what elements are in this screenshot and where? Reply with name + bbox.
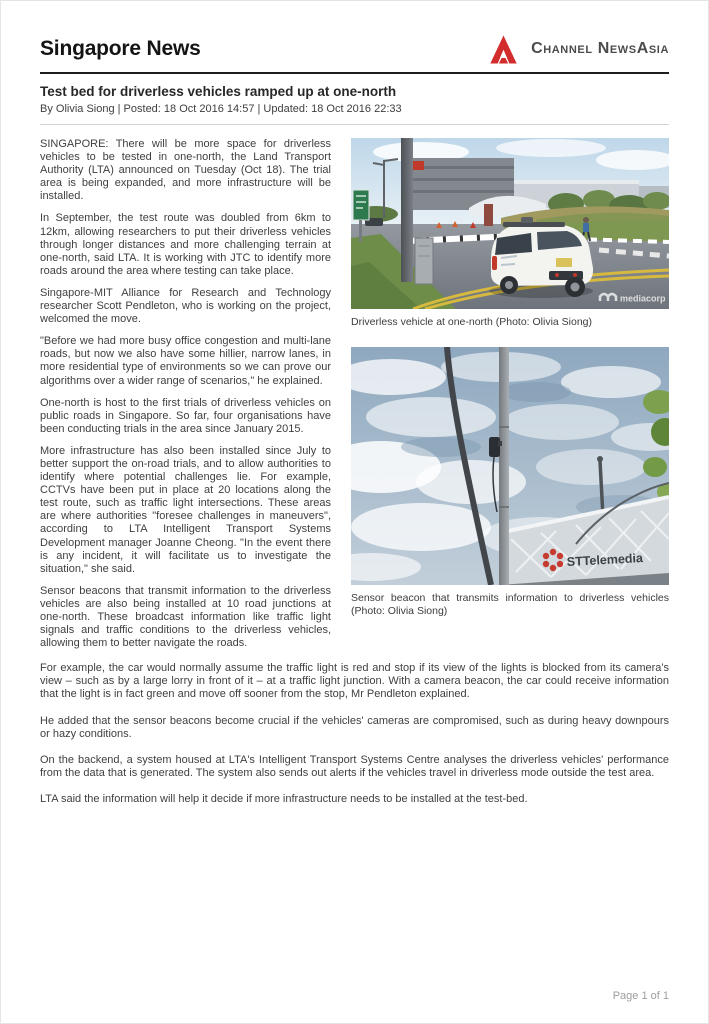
figure-driverless-vehicle xyxy=(351,138,669,330)
paragraph: He added that the sensor beacons become crucial if the vehicles' cameras are compromised, such as during heavy downpours or hazy conditions. xyxy=(40,714,669,740)
paragraph: LTA said the information will help it decide if more infrastructure needs to be installed at the test-bed. xyxy=(40,792,528,805)
masthead xyxy=(40,30,669,68)
section-title: Singapore News xyxy=(40,37,201,60)
photo-caption: Sensor beacon that transmits information to driverless vehicles (Photo: Olivia Siong) xyxy=(351,591,669,617)
cna-triangle-icon xyxy=(488,34,519,65)
paragraph: For example, the car would normally assume the traffic light is red and stop if its view of the lights is blocked from its camera's view – such as by a large lorry in front of it – at a traffic light junction. With a camera beacon, the car could receive information that the light is in fact green and move off sooner from the stop, Mr Pendleton explained. xyxy=(40,662,669,701)
article-text-column xyxy=(40,138,331,659)
cna-logo-text: Channel NewsAsia xyxy=(531,40,669,57)
svg-text:STTelemedia: STTelemedia xyxy=(566,550,644,569)
page-number: Page 1 of 1 xyxy=(612,990,669,1002)
article-title: Test bed for driverless vehicles ramped up at one-north xyxy=(40,84,397,99)
paragraph: More infrastructure has also been installed since July to better support the on-road trials, and to allow authorities to identify where potential challenges lie. For example, CCTVs have been put in place at 20 locations along the test route, such as traffic light intersections. These areas are where authorities "foresee challenges in maneuvers", according to LTA Intelligent Transport Systems Development manager Joanne Cheong. "In the event there is any incident, it will facilitate us to investigate the situation," she said. xyxy=(40,444,331,575)
paragraph: Singapore-MIT Alliance for Research and Technology researcher Scott Pendleton, who is working on the project, welcomed the move. xyxy=(40,286,331,326)
article-media-column xyxy=(351,138,669,659)
paragraph: One-north is host to the first trials of driverless vehicles on public roads in Singapore. So far, four organisations have been conducting trials in the area since January 2015. xyxy=(40,396,331,435)
header-divider xyxy=(40,72,669,74)
photo-driverless-vehicle xyxy=(351,138,669,309)
article-full-width-text xyxy=(40,662,669,806)
article-body xyxy=(40,138,669,659)
paragraph: Sensor beacons that transmit information to the driverless vehicles are also being installed at 10 road junctions at one-north. These broadcast information like traffic light signals and traffic conditions to the driverless vehicles, allowing them to better navigate the roads. xyxy=(40,584,331,650)
paragraph: In September, the test route was doubled from 6km to 12km, allowing researchers to put their driverless vehicles through longer distances and more challenging terrain at one-north, said LTA. It is working with JTC to identify more roads around the area where testing can take place. xyxy=(40,212,331,277)
paragraph: On the backend, a system housed at LTA's Intelligent Transport Systems Centre analyses the driverless vehicles' performance from the data that is generated. The system also sends out alerts if the vehicles travel in driverless mode outside the test area. xyxy=(40,753,669,779)
figure-sensor-beacon xyxy=(351,347,669,619)
svg-text:mediacorp: mediacorp xyxy=(620,293,666,304)
cna-logo xyxy=(488,34,669,65)
paragraph: SINGAPORE: There will be more space for driverless vehicles to be tested in one-north, the Land Transport Authority (LTA) announced on Tuesday (Oct 18). The trial area is being expanded, and more infrastructure will be installed. xyxy=(40,138,331,203)
photo-sensor-beacon xyxy=(351,347,669,585)
photo-caption: Driverless vehicle at one-north (Photo: Olivia Siong) xyxy=(351,316,593,328)
paragraph: "Before we had more busy office congestion and multi-lane roads, but now we also have some hillier, narrow lanes, in more residential type of environments so we can prove our algorithms over a wider range of scenarios," he explained. xyxy=(40,335,331,387)
article-byline: By Olivia Siong | Posted: 18 Oct 2016 14:57 | Updated: 18 Oct 2016 22:33 xyxy=(40,103,402,115)
byline-divider xyxy=(40,124,669,125)
